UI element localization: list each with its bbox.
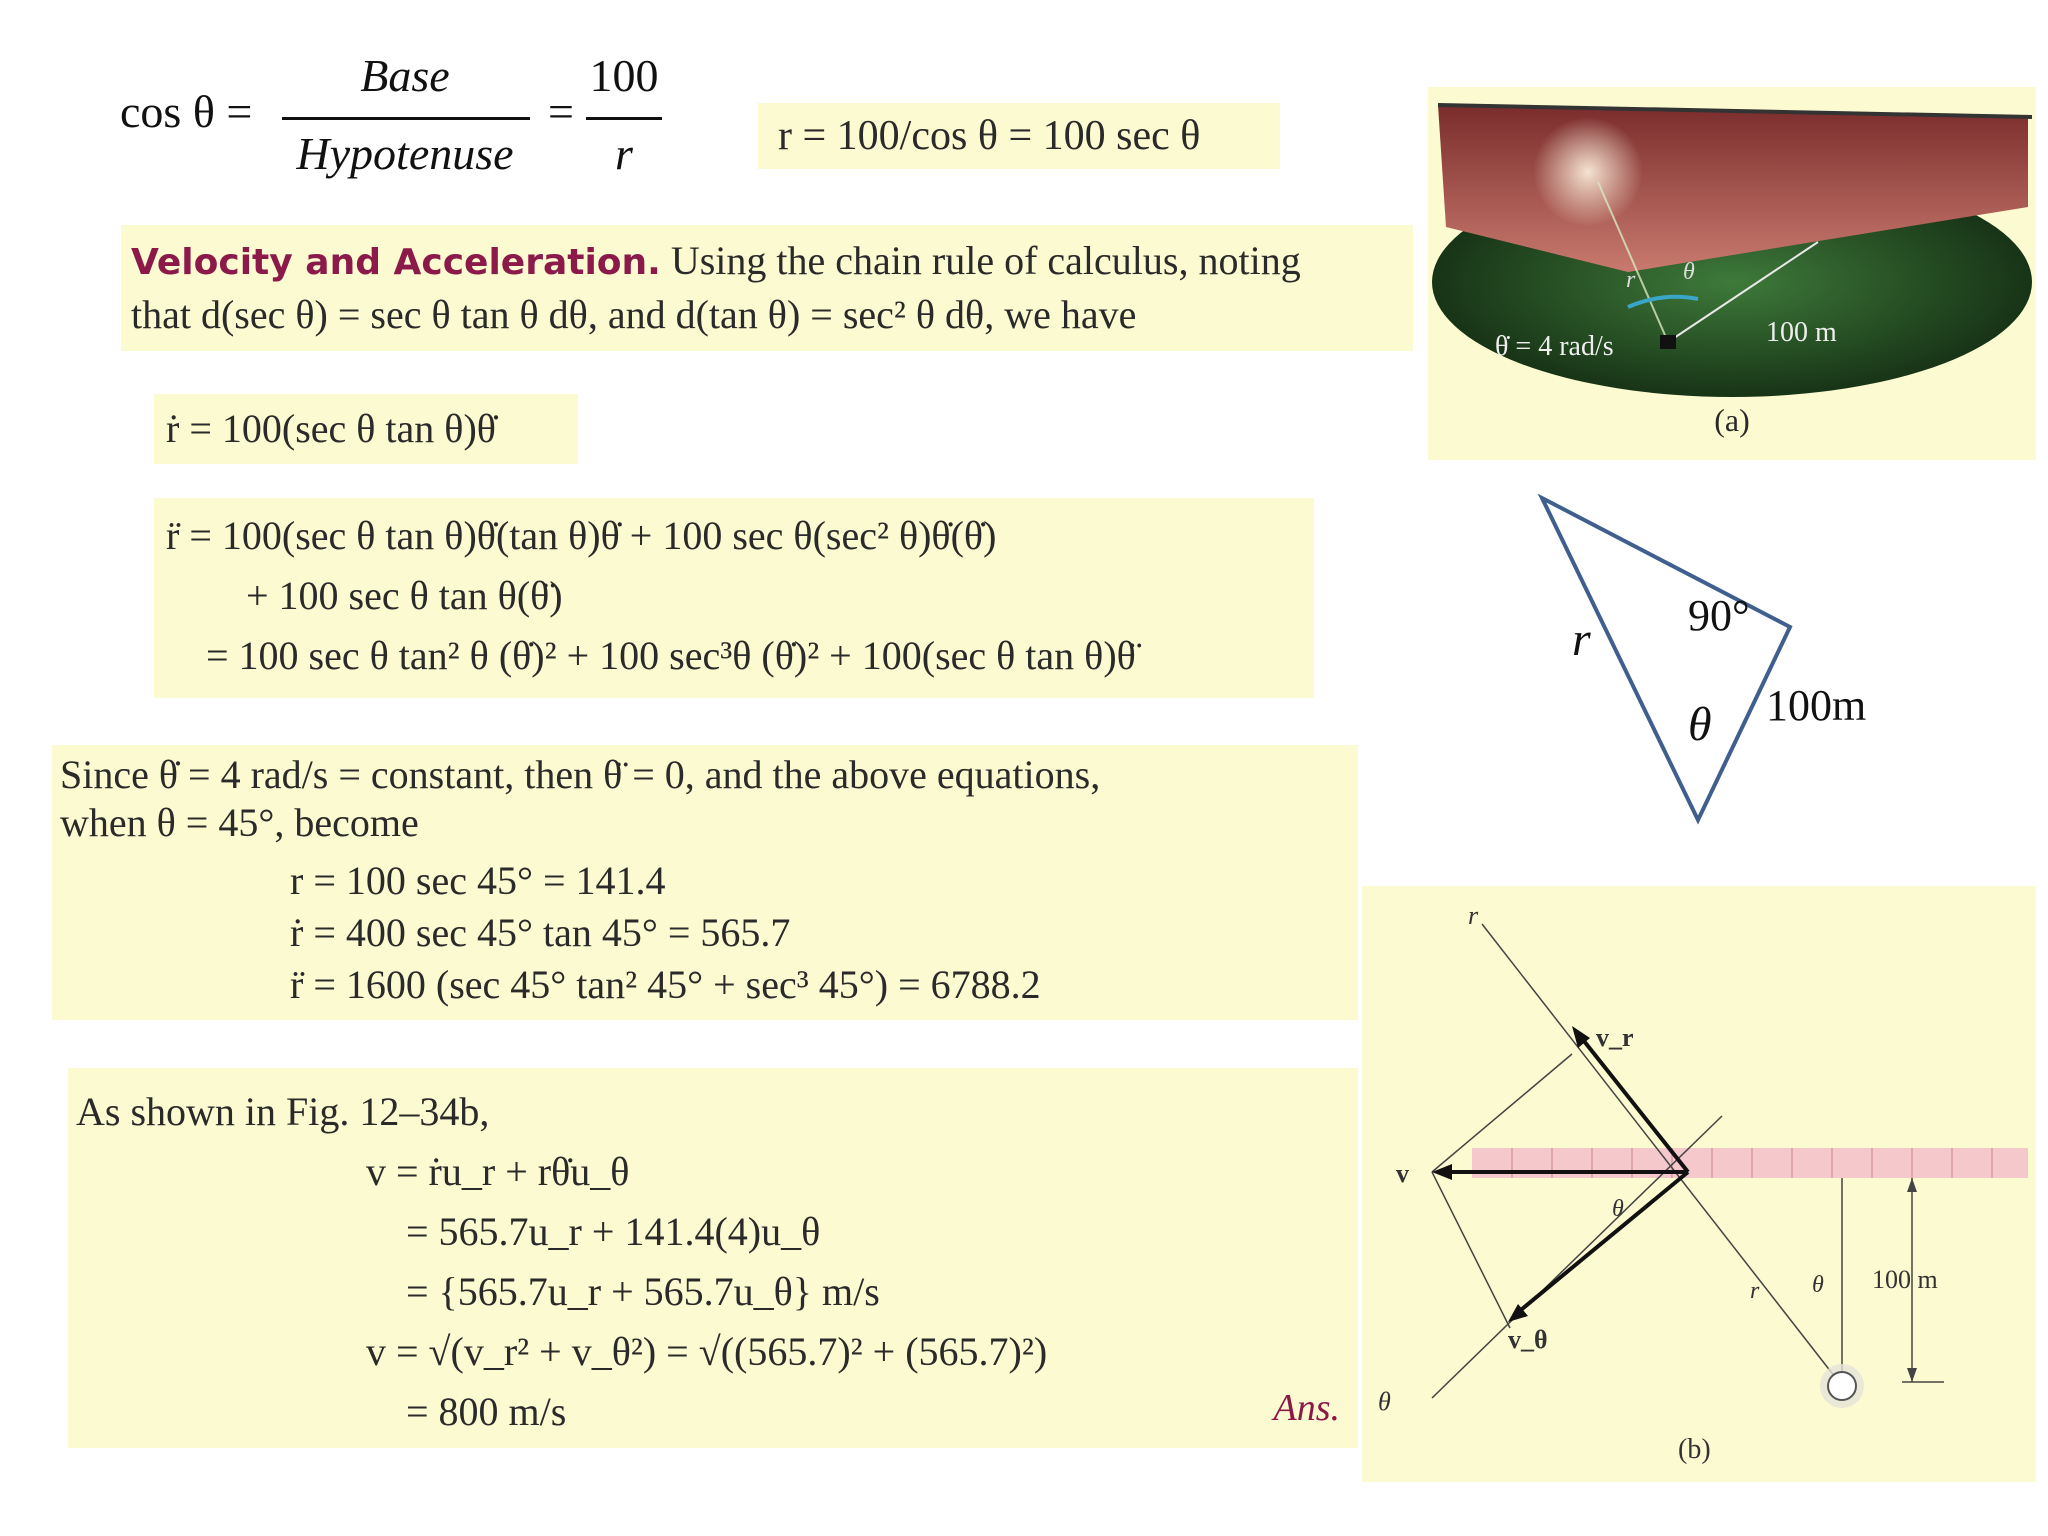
- triangle-angle-label: 90°: [1688, 591, 1750, 640]
- right-triangle-diagram: [1530, 480, 1930, 840]
- velocity-line1: v = ṙu_r + rθ̇u_θ: [366, 1149, 630, 1194]
- since-line1: Since θ̇ = 4 rad/s = constant, then θ̈ = 0, and the above equations,: [60, 752, 1101, 797]
- triangle-side-label: 100m: [1766, 681, 1867, 730]
- since-line2: when θ = 45°, become: [60, 800, 419, 845]
- velocity-intro: As shown in Fig. 12–34b,: [76, 1089, 490, 1134]
- r-equation: r = 100/cos θ = 100 sec θ: [778, 113, 1201, 159]
- velocity-acceleration-box: [121, 225, 1413, 351]
- vtheta-label: v_θ: [1508, 1325, 1548, 1354]
- since-equations-box: [52, 745, 1358, 1020]
- searchlight-icon-b: [1828, 1372, 1856, 1400]
- rddot-line1: r̈ = 100(sec θ tan θ)θ̇(tan θ)θ̇ + 100 sec θ(sec² θ)θ̇(θ̇): [166, 513, 997, 558]
- triangle-theta-label: θ: [1688, 698, 1712, 751]
- distance-label-a: 100 m: [1766, 317, 1837, 348]
- r-mid-label: r: [1750, 1278, 1760, 1304]
- velocity-line5: = 800 m/s: [406, 1389, 567, 1434]
- light-spot: [1533, 117, 1643, 227]
- velocity-line4: v = √(v_r² + v_θ²) = √((565.7)² + (565.7)²): [366, 1329, 1048, 1374]
- fraction-bar-2: [586, 117, 662, 120]
- velocity-line3: = {565.7u_r + 565.7u_θ} m/s: [406, 1269, 880, 1314]
- velocity-line2: = 565.7u_r + 141.4(4)u_θ: [406, 1209, 821, 1254]
- figure-b-background: [1362, 886, 2036, 1482]
- v-label: v: [1396, 1159, 1409, 1188]
- cos-theta-text: cos θ =: [120, 86, 253, 137]
- cos-theta-formula: [120, 45, 690, 195]
- denominator-text: r: [615, 128, 633, 179]
- equals-sign: =: [548, 86, 574, 137]
- hypotenuse-text: Hypotenuse: [296, 128, 514, 179]
- figure-a-panel: [1428, 87, 2036, 460]
- base-text: Base: [360, 50, 450, 101]
- rddot-line2: + 100 sec θ tan θ(θ̈): [246, 573, 563, 618]
- figure-a-caption: (a): [1714, 402, 1750, 438]
- theta-dot-label: θ̇ = 4 rad/s: [1495, 331, 1614, 362]
- theta-mid-label: θ: [1812, 1272, 1824, 1298]
- velocity-line2: that d(sec θ) = sec θ tan θ dθ, and d(tan θ) = sec² θ dθ, we have: [131, 292, 1137, 337]
- velocity-vector-box: [68, 1068, 1358, 1448]
- since-eq3: r̈ = 1600 (sec 45° tan² 45° + sec³ 45°) = 6788.2: [290, 962, 1041, 1007]
- figure-b-caption: (b): [1678, 1434, 1711, 1465]
- vr-label: v_r: [1596, 1023, 1634, 1052]
- velocity-heading: Velocity and Acceleration.: [131, 242, 661, 283]
- fraction-bar: [282, 117, 530, 120]
- searchlight-icon: [1660, 335, 1676, 349]
- rdot-equation: ṙ = 100(sec θ tan θ)θ̇: [166, 406, 496, 451]
- theta-label-b: θ: [1612, 1196, 1624, 1222]
- rddot-equation-box: [154, 498, 1314, 698]
- triangle-r-label: r: [1572, 613, 1591, 666]
- since-eq2: ṙ = 400 sec 45° tan 45° = 565.7: [290, 910, 791, 955]
- numerator-text: 100: [589, 50, 659, 101]
- r-top-label: r: [1468, 901, 1479, 930]
- velocity-line1: Using the chain rule of calculus, noting: [670, 238, 1301, 283]
- r-equation-box: [758, 103, 1280, 169]
- distance-label-b: 100 m: [1872, 1265, 1938, 1294]
- figure-b-diagram: [1362, 886, 2036, 1482]
- theta-bottom-label: θ: [1378, 1387, 1391, 1416]
- since-eq1: r = 100 sec 45° = 141.4: [290, 858, 666, 903]
- r-label-a: r: [1626, 267, 1636, 293]
- theta-label-a: θ: [1683, 259, 1695, 285]
- rddot-line3: = 100 sec θ tan² θ (θ̇)² + 100 sec³θ (θ̇)² + 100(sec θ tan θ)θ̈: [206, 633, 1136, 678]
- answer-label: Ans.: [1273, 1387, 1340, 1429]
- rdot-equation-box: [154, 394, 578, 464]
